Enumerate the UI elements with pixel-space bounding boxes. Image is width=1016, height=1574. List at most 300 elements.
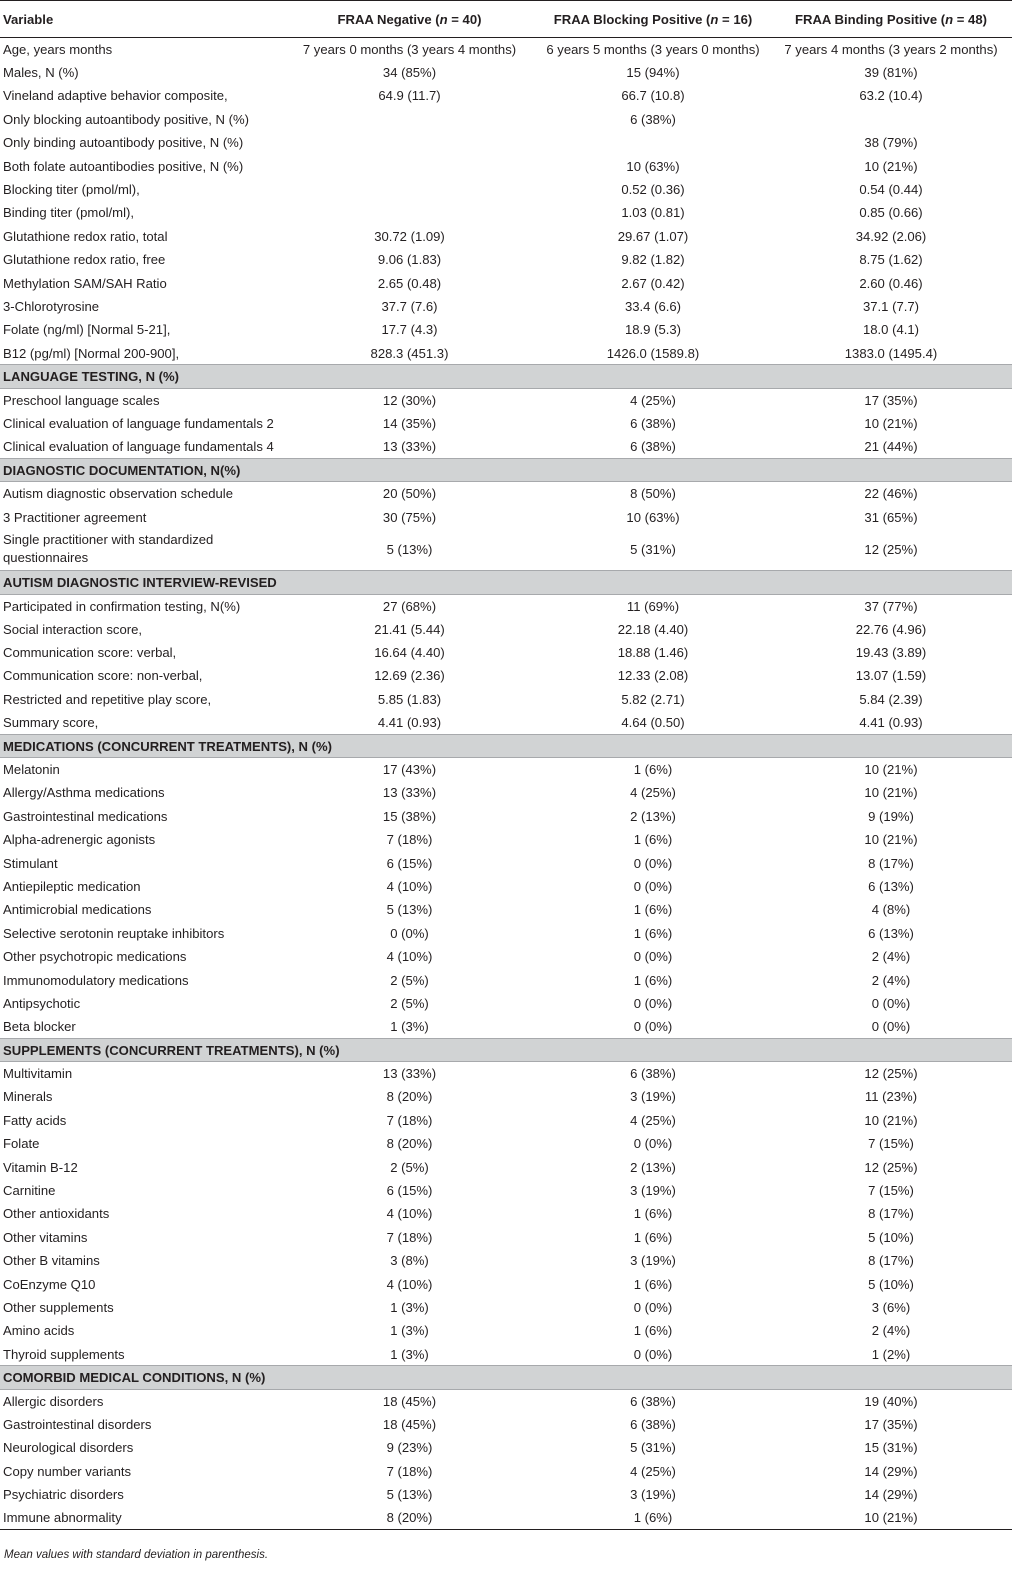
cell-fraa-binding-positive: 10 (21%) xyxy=(864,762,918,778)
cell-fraa-binding-positive: 37.1 (7.7) xyxy=(862,298,920,314)
cell-fraa-binding-positive: 10 (21%) xyxy=(864,415,918,431)
row-label: Clinical evaluation of language fundamentals 4 xyxy=(3,439,274,455)
row-label: Single practitioner with standardized questionnaires xyxy=(3,532,214,566)
header-fraa-negative: FRAA Negative (n = 40) xyxy=(283,1,536,38)
table-row xyxy=(0,1389,1012,1412)
cell-fraa-negative: 9 (23%) xyxy=(386,1440,433,1456)
cell-fraa-binding-positive: 7 years 4 months (3 years 2 months) xyxy=(784,41,998,57)
table-row xyxy=(0,225,1012,248)
row-label: CoEnzyme Q10 xyxy=(3,1276,96,1292)
cell-fraa-blocking-positive: 9.82 (1.82) xyxy=(621,252,685,268)
table-row xyxy=(0,1319,1012,1342)
cell-fraa-negative: 13 (33%) xyxy=(382,439,437,455)
cell-fraa-blocking-positive: 12.33 (2.08) xyxy=(617,668,689,684)
cell-fraa-blocking-positive: 1 (6%) xyxy=(633,1323,673,1339)
cell-fraa-blocking-positive: 5 (31%) xyxy=(630,1440,676,1456)
section-title: SUPPLEMENTS (CONCURRENT TREATMENTS), N (%) xyxy=(0,1039,1012,1062)
row-label: Alpha-adrenergic agonists xyxy=(3,832,156,848)
cell-fraa-negative: 0 (0%) xyxy=(390,925,429,941)
table-row xyxy=(0,1085,1012,1108)
cell-fraa-binding-positive: 39 (81%) xyxy=(864,65,918,81)
cell-fraa-blocking-positive: 0 (0%) xyxy=(633,1136,673,1152)
table-row xyxy=(0,1483,1012,1506)
cell-fraa-negative: 20 (50%) xyxy=(382,486,437,502)
cell-fraa-binding-positive: 3 (6%) xyxy=(871,1300,911,1315)
row-label: Vitamin B-12 xyxy=(3,1159,78,1175)
table-row xyxy=(0,1015,1012,1038)
table-row xyxy=(0,1343,1012,1366)
cell-fraa-negative: 13 (33%) xyxy=(382,785,437,801)
cell-fraa-negative: 21.41 (5.44) xyxy=(374,621,445,637)
table-row xyxy=(0,641,1012,664)
cell-fraa-binding-positive: 0 (0%) xyxy=(871,1019,911,1035)
cell-fraa-blocking-positive: 3 (19%) xyxy=(630,1487,676,1503)
cell-fraa-binding-positive: 6 (13%) xyxy=(868,925,914,941)
cell-fraa-blocking-positive: 22.18 (4.40) xyxy=(617,621,689,637)
row-label: Carnitine xyxy=(3,1183,56,1199)
cell-fraa-binding-positive: 22.76 (4.96) xyxy=(855,621,927,637)
cell-fraa-binding-positive: 5 (10%) xyxy=(868,1276,914,1292)
row-label: Allergic disorders xyxy=(3,1393,104,1409)
cell-fraa-binding-positive: 8 (17%) xyxy=(868,1253,914,1269)
cell-fraa-blocking-positive: 6 (38%) xyxy=(630,1066,676,1082)
cell-fraa-binding-positive: 7 (15%) xyxy=(868,1183,914,1199)
table-row xyxy=(0,688,1012,711)
row-label: Social interaction score, xyxy=(3,621,143,637)
table-footnote: Mean values with standard deviation in parenthesis. xyxy=(4,1549,269,1561)
row-label: Neurological disorders xyxy=(3,1440,134,1456)
cell-fraa-binding-positive: 8 (17%) xyxy=(868,1206,914,1222)
section-header-row xyxy=(0,1039,1012,1062)
cell-fraa-negative: 30.72 (1.09) xyxy=(374,228,445,244)
cell-fraa-blocking-positive: 1 (6%) xyxy=(536,1506,770,1529)
table-row xyxy=(0,664,1012,687)
cell-fraa-blocking-positive: 5 (31%) xyxy=(630,541,676,557)
cell-fraa-binding-positive: 11 (23%) xyxy=(864,1089,918,1105)
cell-fraa-negative: 8 (20%) xyxy=(386,1089,433,1105)
cell-fraa-blocking-positive: 10 (63%) xyxy=(626,509,680,525)
table-row xyxy=(0,1109,1012,1132)
cell-fraa-negative: 9.06 (1.83) xyxy=(377,252,442,268)
section-header-row xyxy=(0,365,1012,388)
row-label: Thyroid supplements xyxy=(3,1346,125,1362)
row-label: Folate xyxy=(3,1136,40,1152)
cell-fraa-blocking-positive: 4 (25%) xyxy=(630,392,676,408)
cell-fraa-binding-positive: 2 (4%) xyxy=(871,972,911,988)
table-row xyxy=(0,435,1012,458)
row-label: Age, years months xyxy=(3,41,113,57)
cell-fraa-binding-positive: 18.0 (4.1) xyxy=(862,322,920,338)
header-fraa-blocking-positive: FRAA Blocking Positive (n = 16) xyxy=(536,1,770,38)
section-header-row xyxy=(0,1366,1012,1389)
cell-fraa-blocking-positive: 1 (6%) xyxy=(633,1229,673,1245)
cell-fraa-negative: 30 (75%) xyxy=(382,509,437,525)
row-label: Gastrointestinal medications xyxy=(3,808,168,824)
cell-fraa-binding-positive: 0.85 (0.66) xyxy=(859,205,923,221)
cell-fraa-blocking-positive: 6 (38%) xyxy=(630,111,676,127)
row-label: Participated in confirmation testing, N(%) xyxy=(3,598,241,614)
cell-fraa-negative xyxy=(283,154,536,177)
header-fraa-binding-positive: FRAA Binding Positive (n = 48) xyxy=(770,1,1012,38)
section-title: COMORBID MEDICAL CONDITIONS, N (%) xyxy=(0,1366,1012,1389)
cell-fraa-negative: 6 (15%) xyxy=(386,1183,433,1199)
table-row xyxy=(0,1296,1012,1319)
cell-fraa-negative: 1 (3%) xyxy=(390,1019,429,1035)
row-label: Beta blocker xyxy=(3,1019,76,1035)
row-label: Stimulant xyxy=(3,855,58,871)
table-row xyxy=(0,482,1012,505)
cell-fraa-negative: 37.7 (7.6) xyxy=(381,298,438,314)
table-row xyxy=(0,154,1012,177)
cell-fraa-blocking-positive: 0 (0%) xyxy=(633,878,673,894)
cell-fraa-negative: 7 (18%) xyxy=(386,1229,433,1245)
cell-fraa-negative: 12 (30%) xyxy=(382,392,437,408)
table-row xyxy=(0,505,1012,528)
cell-fraa-binding-positive: 7 (15%) xyxy=(868,1136,914,1152)
cell-fraa-binding-positive: 10 (21%) xyxy=(864,785,918,801)
cell-fraa-binding-positive: 8 (17%) xyxy=(868,855,914,871)
section-header-row xyxy=(0,734,1012,757)
row-label: Glutathione redox ratio, free xyxy=(3,252,166,268)
cell-fraa-negative: 8 (20%) xyxy=(283,1506,536,1529)
table-row xyxy=(0,61,1012,84)
table-row xyxy=(0,711,1012,734)
cell-fraa-negative: 27 (68%) xyxy=(382,598,437,614)
cell-fraa-blocking-positive: 10 (63%) xyxy=(626,158,680,174)
cell-fraa-binding-positive: 63.2 (10.4) xyxy=(859,88,923,104)
cell-fraa-blocking-positive: 1 (6%) xyxy=(633,902,673,918)
row-label: Minerals xyxy=(3,1089,53,1105)
cell-fraa-negative: 4 (10%) xyxy=(386,949,433,965)
cell-fraa-blocking-positive: 11 (69%) xyxy=(626,598,680,614)
row-label: Folate (ng/ml) [Normal 5-21], xyxy=(3,322,171,338)
cell-fraa-blocking-positive: 1426.0 (1589.8) xyxy=(606,345,700,361)
cell-fraa-negative: 15 (38%) xyxy=(382,808,437,824)
cell-fraa-blocking-positive: 3 (19%) xyxy=(630,1183,676,1199)
cell-fraa-binding-positive: 0.54 (0.44) xyxy=(859,182,923,198)
table-row xyxy=(0,201,1012,224)
cell-fraa-blocking-positive: 4 (25%) xyxy=(630,1112,676,1128)
cell-fraa-negative: 1 (3%) xyxy=(390,1323,429,1339)
cell-fraa-negative: 4 (10%) xyxy=(386,1206,433,1222)
row-label: Restricted and repetitive play score, xyxy=(3,691,212,707)
cell-fraa-blocking-positive: 1 (6%) xyxy=(633,972,673,988)
cell-fraa-negative: 17.7 (4.3) xyxy=(381,322,438,338)
cell-fraa-negative xyxy=(283,178,536,201)
cell-fraa-binding-positive: 5.84 (2.39) xyxy=(859,691,923,707)
cell-fraa-binding-positive: 19.43 (3.89) xyxy=(855,645,927,661)
cell-fraa-blocking-positive: 0 (0%) xyxy=(633,855,673,871)
cell-fraa-blocking-positive: 0 (0%) xyxy=(633,1019,673,1035)
table-row xyxy=(0,1413,1012,1436)
cell-fraa-binding-positive: 37 (77%) xyxy=(864,598,918,614)
row-label: Other antioxidants xyxy=(3,1206,110,1222)
cell-fraa-binding-positive: 8.75 (1.62) xyxy=(859,252,923,268)
cell-fraa-negative: 7 (18%) xyxy=(386,1112,433,1128)
cell-fraa-negative: 13 (33%) xyxy=(382,1066,437,1082)
cell-fraa-blocking-positive: 0 (0%) xyxy=(633,1300,673,1315)
cell-fraa-binding-positive: 21 (44%) xyxy=(864,439,918,455)
cell-fraa-binding-positive: 34.92 (2.06) xyxy=(855,228,927,244)
cell-fraa-binding-positive: 14 (29%) xyxy=(864,1487,918,1503)
cell-fraa-binding-positive: 6 (13%) xyxy=(868,878,914,894)
cell-fraa-binding-positive: 38 (79%) xyxy=(864,135,918,151)
table-row xyxy=(0,342,1012,365)
cell-fraa-blocking-positive: 3 (19%) xyxy=(630,1089,676,1105)
row-label: Only blocking autoantibody positive, N (%) xyxy=(3,111,249,127)
cell-fraa-blocking-positive: 0 (0%) xyxy=(633,949,673,965)
cell-fraa-negative: 7 (18%) xyxy=(386,1463,433,1479)
row-label: Selective serotonin reuptake inhibitors xyxy=(3,925,225,941)
table-row xyxy=(0,1249,1012,1272)
cell-fraa-binding-positive: 19 (40%) xyxy=(864,1393,918,1409)
row-label: Antipsychotic xyxy=(3,995,81,1011)
cell-fraa-negative: 1 (3%) xyxy=(390,1346,429,1362)
row-label: Only binding autoantibody positive, N (%) xyxy=(3,135,244,151)
cell-fraa-negative: 6 (15%) xyxy=(386,855,433,871)
cell-fraa-blocking-positive: 33.4 (6.6) xyxy=(624,298,682,314)
cell-fraa-negative: 8 (20%) xyxy=(386,1136,433,1152)
table-row xyxy=(0,1506,1012,1529)
cell-fraa-negative: 2.65 (0.48) xyxy=(377,275,442,291)
cell-fraa-binding-positive xyxy=(770,108,1012,131)
cell-fraa-binding-positive: 17 (35%) xyxy=(864,392,918,408)
row-label: Autism diagnostic observation schedule xyxy=(3,486,233,502)
cell-fraa-blocking-positive: 4 (25%) xyxy=(630,785,676,801)
table-row xyxy=(0,992,1012,1015)
row-label: Other B vitamins xyxy=(3,1253,100,1269)
row-label: Other supplements xyxy=(3,1300,114,1315)
table-row xyxy=(0,412,1012,435)
cell-fraa-blocking-positive: 8 (50%) xyxy=(630,486,676,502)
row-label: Communication score: verbal, xyxy=(3,645,177,661)
cell-fraa-negative: 16.64 (4.40) xyxy=(374,645,445,661)
cell-fraa-binding-positive: 31 (65%) xyxy=(864,509,918,525)
cell-fraa-blocking-positive: 1 (6%) xyxy=(633,762,673,778)
row-label: Communication score: non-verbal, xyxy=(3,668,203,684)
table-row xyxy=(0,1062,1012,1085)
cell-fraa-blocking-positive: 1 (6%) xyxy=(633,1276,673,1292)
table-row xyxy=(0,131,1012,154)
table-row xyxy=(0,318,1012,341)
row-label: Antimicrobial medications xyxy=(3,902,152,918)
row-label: 3-Chlorotyrosine xyxy=(3,298,100,314)
row-label: Summary score, xyxy=(3,714,99,730)
row-label: Gastrointestinal disorders xyxy=(3,1416,152,1432)
table-row xyxy=(0,805,1012,828)
cell-fraa-negative: 18 (45%) xyxy=(382,1416,437,1432)
cell-fraa-negative: 3 (8%) xyxy=(390,1253,429,1269)
cell-fraa-negative: 7 years 0 months (3 years 4 months) xyxy=(302,41,517,57)
row-label: Melatonin xyxy=(3,762,60,778)
table-row xyxy=(0,1155,1012,1178)
cell-fraa-blocking-positive: 1 (6%) xyxy=(633,1206,673,1222)
cell-fraa-binding-positive: 12 (25%) xyxy=(864,541,918,557)
cell-fraa-binding-positive: 10 (21%) xyxy=(864,1112,918,1128)
cell-fraa-blocking-positive: 4 (25%) xyxy=(630,1463,676,1479)
table-row xyxy=(0,617,1012,640)
row-label: Other psychotropic medications xyxy=(3,949,187,965)
table-row xyxy=(0,1272,1012,1295)
cell-fraa-blocking-positive: 3 (19%) xyxy=(630,1253,676,1269)
cell-fraa-binding-positive: 14 (29%) xyxy=(864,1463,918,1479)
cell-fraa-blocking-positive: 66.7 (10.8) xyxy=(621,88,685,104)
row-label: Fatty acids xyxy=(3,1112,67,1128)
table-row xyxy=(0,295,1012,318)
cell-fraa-negative: 4 (10%) xyxy=(386,878,433,894)
row-label: Vineland adaptive behavior composite, xyxy=(3,88,228,104)
table-row xyxy=(0,828,1012,851)
cell-fraa-blocking-positive: 2 (13%) xyxy=(630,808,676,824)
cell-fraa-blocking-positive: 0.52 (0.36) xyxy=(621,182,685,198)
cell-fraa-blocking-positive: 18.88 (1.46) xyxy=(617,645,689,661)
cell-fraa-blocking-positive: 6 (38%) xyxy=(630,1416,676,1432)
row-label: Clinical evaluation of language fundamentals 2 xyxy=(3,415,274,431)
cell-fraa-blocking-positive: 2 (13%) xyxy=(630,1159,676,1175)
cell-fraa-binding-positive: 2 (4%) xyxy=(871,1323,911,1339)
section-header-row xyxy=(0,459,1012,482)
cell-fraa-blocking-positive: 15 (94%) xyxy=(626,65,680,81)
section-title: LANGUAGE TESTING, N (%) xyxy=(0,365,1012,388)
cell-fraa-blocking-positive: 5.82 (2.71) xyxy=(621,691,685,707)
row-label: Copy number variants xyxy=(3,1463,132,1479)
cell-fraa-negative: 34 (85%) xyxy=(382,65,437,81)
cell-fraa-binding-positive: 13.07 (1.59) xyxy=(855,668,927,684)
row-label: Immunomodulatory medications xyxy=(3,972,189,988)
cell-fraa-blocking-positive: 4.64 (0.50) xyxy=(621,714,685,730)
cell-fraa-binding-positive: 10 (21%) xyxy=(864,158,918,174)
cell-fraa-binding-positive: 4 (8%) xyxy=(871,902,911,918)
table-body xyxy=(0,38,1012,1530)
cell-fraa-blocking-positive: 2.67 (0.42) xyxy=(621,275,685,291)
row-label: Other vitamins xyxy=(3,1229,88,1245)
table-row xyxy=(0,968,1012,991)
cell-fraa-binding-positive: 2.60 (0.46) xyxy=(859,275,923,291)
cell-fraa-blocking-positive: 6 (38%) xyxy=(630,439,676,455)
cell-fraa-negative: 828.3 (451.3) xyxy=(370,345,449,361)
table-row xyxy=(0,1132,1012,1155)
table-row xyxy=(0,898,1012,921)
table-row xyxy=(0,1226,1012,1249)
row-label: 3 Practitioner agreement xyxy=(3,509,147,525)
cell-fraa-negative: 18 (45%) xyxy=(382,1393,437,1409)
section-title: AUTISM DIAGNOSTIC INTERVIEW-REVISED xyxy=(0,571,1012,594)
cell-fraa-blocking-positive: 29.67 (1.07) xyxy=(617,228,689,244)
cell-fraa-negative: 5 (13%) xyxy=(386,1487,433,1503)
cell-fraa-negative: 4.41 (0.93) xyxy=(377,714,442,730)
cell-fraa-blocking-positive: 0 (0%) xyxy=(633,995,673,1011)
table-header xyxy=(0,1,1012,38)
cell-fraa-blocking-positive: 6 years 5 months (3 years 0 months) xyxy=(546,41,760,57)
row-label: Blocking titer (pmol/ml), xyxy=(3,182,140,198)
row-label: Methylation SAM/SAH Ratio xyxy=(3,275,167,291)
header-variable: Variable xyxy=(0,1,283,38)
cell-fraa-binding-positive: 10 (21%) xyxy=(770,1506,1012,1529)
table-row xyxy=(0,851,1012,874)
cell-fraa-binding-positive: 12 (25%) xyxy=(864,1159,918,1175)
cell-fraa-binding-positive: 2 (4%) xyxy=(871,949,911,965)
table-row xyxy=(0,1436,1012,1459)
table-row xyxy=(0,781,1012,804)
cell-fraa-negative xyxy=(283,131,536,154)
cell-fraa-binding-positive: 1 (2%) xyxy=(871,1346,911,1362)
cell-fraa-binding-positive: 1383.0 (1495.4) xyxy=(844,345,938,361)
table-row xyxy=(0,529,1012,571)
table-row xyxy=(0,108,1012,131)
cell-fraa-blocking-positive: 1 (6%) xyxy=(633,832,673,848)
row-label: Both folate autoantibodies positive, N (%) xyxy=(3,158,244,174)
cell-fraa-binding-positive: 5 (10%) xyxy=(868,1229,914,1245)
table-row xyxy=(0,38,1012,61)
table-row xyxy=(0,875,1012,898)
cell-fraa-blocking-positive xyxy=(536,131,770,154)
section-header-row xyxy=(0,571,1012,594)
row-label: Preschool language scales xyxy=(3,392,160,408)
table-row xyxy=(0,1179,1012,1202)
cell-fraa-binding-positive: 15 (31%) xyxy=(864,1440,918,1456)
table-row xyxy=(0,945,1012,968)
cell-fraa-binding-positive: 10 (21%) xyxy=(864,832,918,848)
section-title: MEDICATIONS (CONCURRENT TREATMENTS), N (%) xyxy=(0,734,1012,757)
row-label: Binding titer (pmol/ml), xyxy=(3,205,134,221)
row-label: Antiepileptic medication xyxy=(3,878,141,894)
table-row xyxy=(0,758,1012,781)
cell-fraa-negative: 4 (10%) xyxy=(386,1276,433,1292)
cell-fraa-binding-positive: 22 (46%) xyxy=(864,486,918,502)
table-row xyxy=(0,594,1012,617)
section-title: DIAGNOSTIC DOCUMENTATION, N(%) xyxy=(0,459,1012,482)
cell-fraa-binding-positive: 0 (0%) xyxy=(871,995,911,1011)
cell-fraa-negative: 2 (5%) xyxy=(390,972,429,988)
table-row xyxy=(0,178,1012,201)
cell-fraa-negative xyxy=(283,201,536,224)
cell-fraa-binding-positive: 17 (35%) xyxy=(864,1416,918,1432)
table-row xyxy=(0,922,1012,945)
table-row xyxy=(0,1460,1012,1483)
row-label: Allergy/Asthma medications xyxy=(3,785,165,801)
cell-fraa-binding-positive: 9 (19%) xyxy=(868,808,914,824)
cell-fraa-negative: 1 (3%) xyxy=(390,1300,429,1315)
cell-fraa-negative: 14 (35%) xyxy=(382,415,437,431)
table-row xyxy=(0,1202,1012,1225)
row-label: Males, N (%) xyxy=(3,65,79,81)
cell-fraa-negative: 17 (43%) xyxy=(382,762,437,778)
cell-fraa-negative: 7 (18%) xyxy=(386,832,433,848)
table-row xyxy=(0,248,1012,271)
cell-fraa-negative: 64.9 (11.7) xyxy=(378,88,441,104)
row-label: Amino acids xyxy=(3,1323,75,1339)
cell-fraa-blocking-positive: 6 (38%) xyxy=(630,415,676,431)
cell-fraa-negative: 12.69 (2.36) xyxy=(374,668,445,684)
cell-fraa-blocking-positive: 1 (6%) xyxy=(633,925,673,941)
row-label: Glutathione redox ratio, total xyxy=(3,228,168,244)
cell-fraa-negative xyxy=(283,108,536,131)
cell-fraa-blocking-positive: 6 (38%) xyxy=(630,1393,676,1409)
table-row xyxy=(0,388,1012,411)
row-label: Immune abnormality xyxy=(0,1506,283,1529)
cell-fraa-negative: 2 (5%) xyxy=(390,995,429,1011)
cell-fraa-blocking-positive: 18.9 (5.3) xyxy=(624,322,682,338)
cell-fraa-blocking-positive: 1.03 (0.81) xyxy=(621,205,685,221)
cell-fraa-binding-positive: 12 (25%) xyxy=(864,1066,918,1082)
row-label: Multivitamin xyxy=(3,1066,73,1082)
cell-fraa-negative: 5 (13%) xyxy=(386,541,433,557)
cell-fraa-binding-positive: 4.41 (0.93) xyxy=(859,714,923,730)
row-label: B12 (pg/ml) [Normal 200-900], xyxy=(3,345,180,361)
cell-fraa-blocking-positive: 0 (0%) xyxy=(633,1346,673,1362)
table-row xyxy=(0,271,1012,294)
cell-fraa-negative: 5 (13%) xyxy=(386,902,433,918)
